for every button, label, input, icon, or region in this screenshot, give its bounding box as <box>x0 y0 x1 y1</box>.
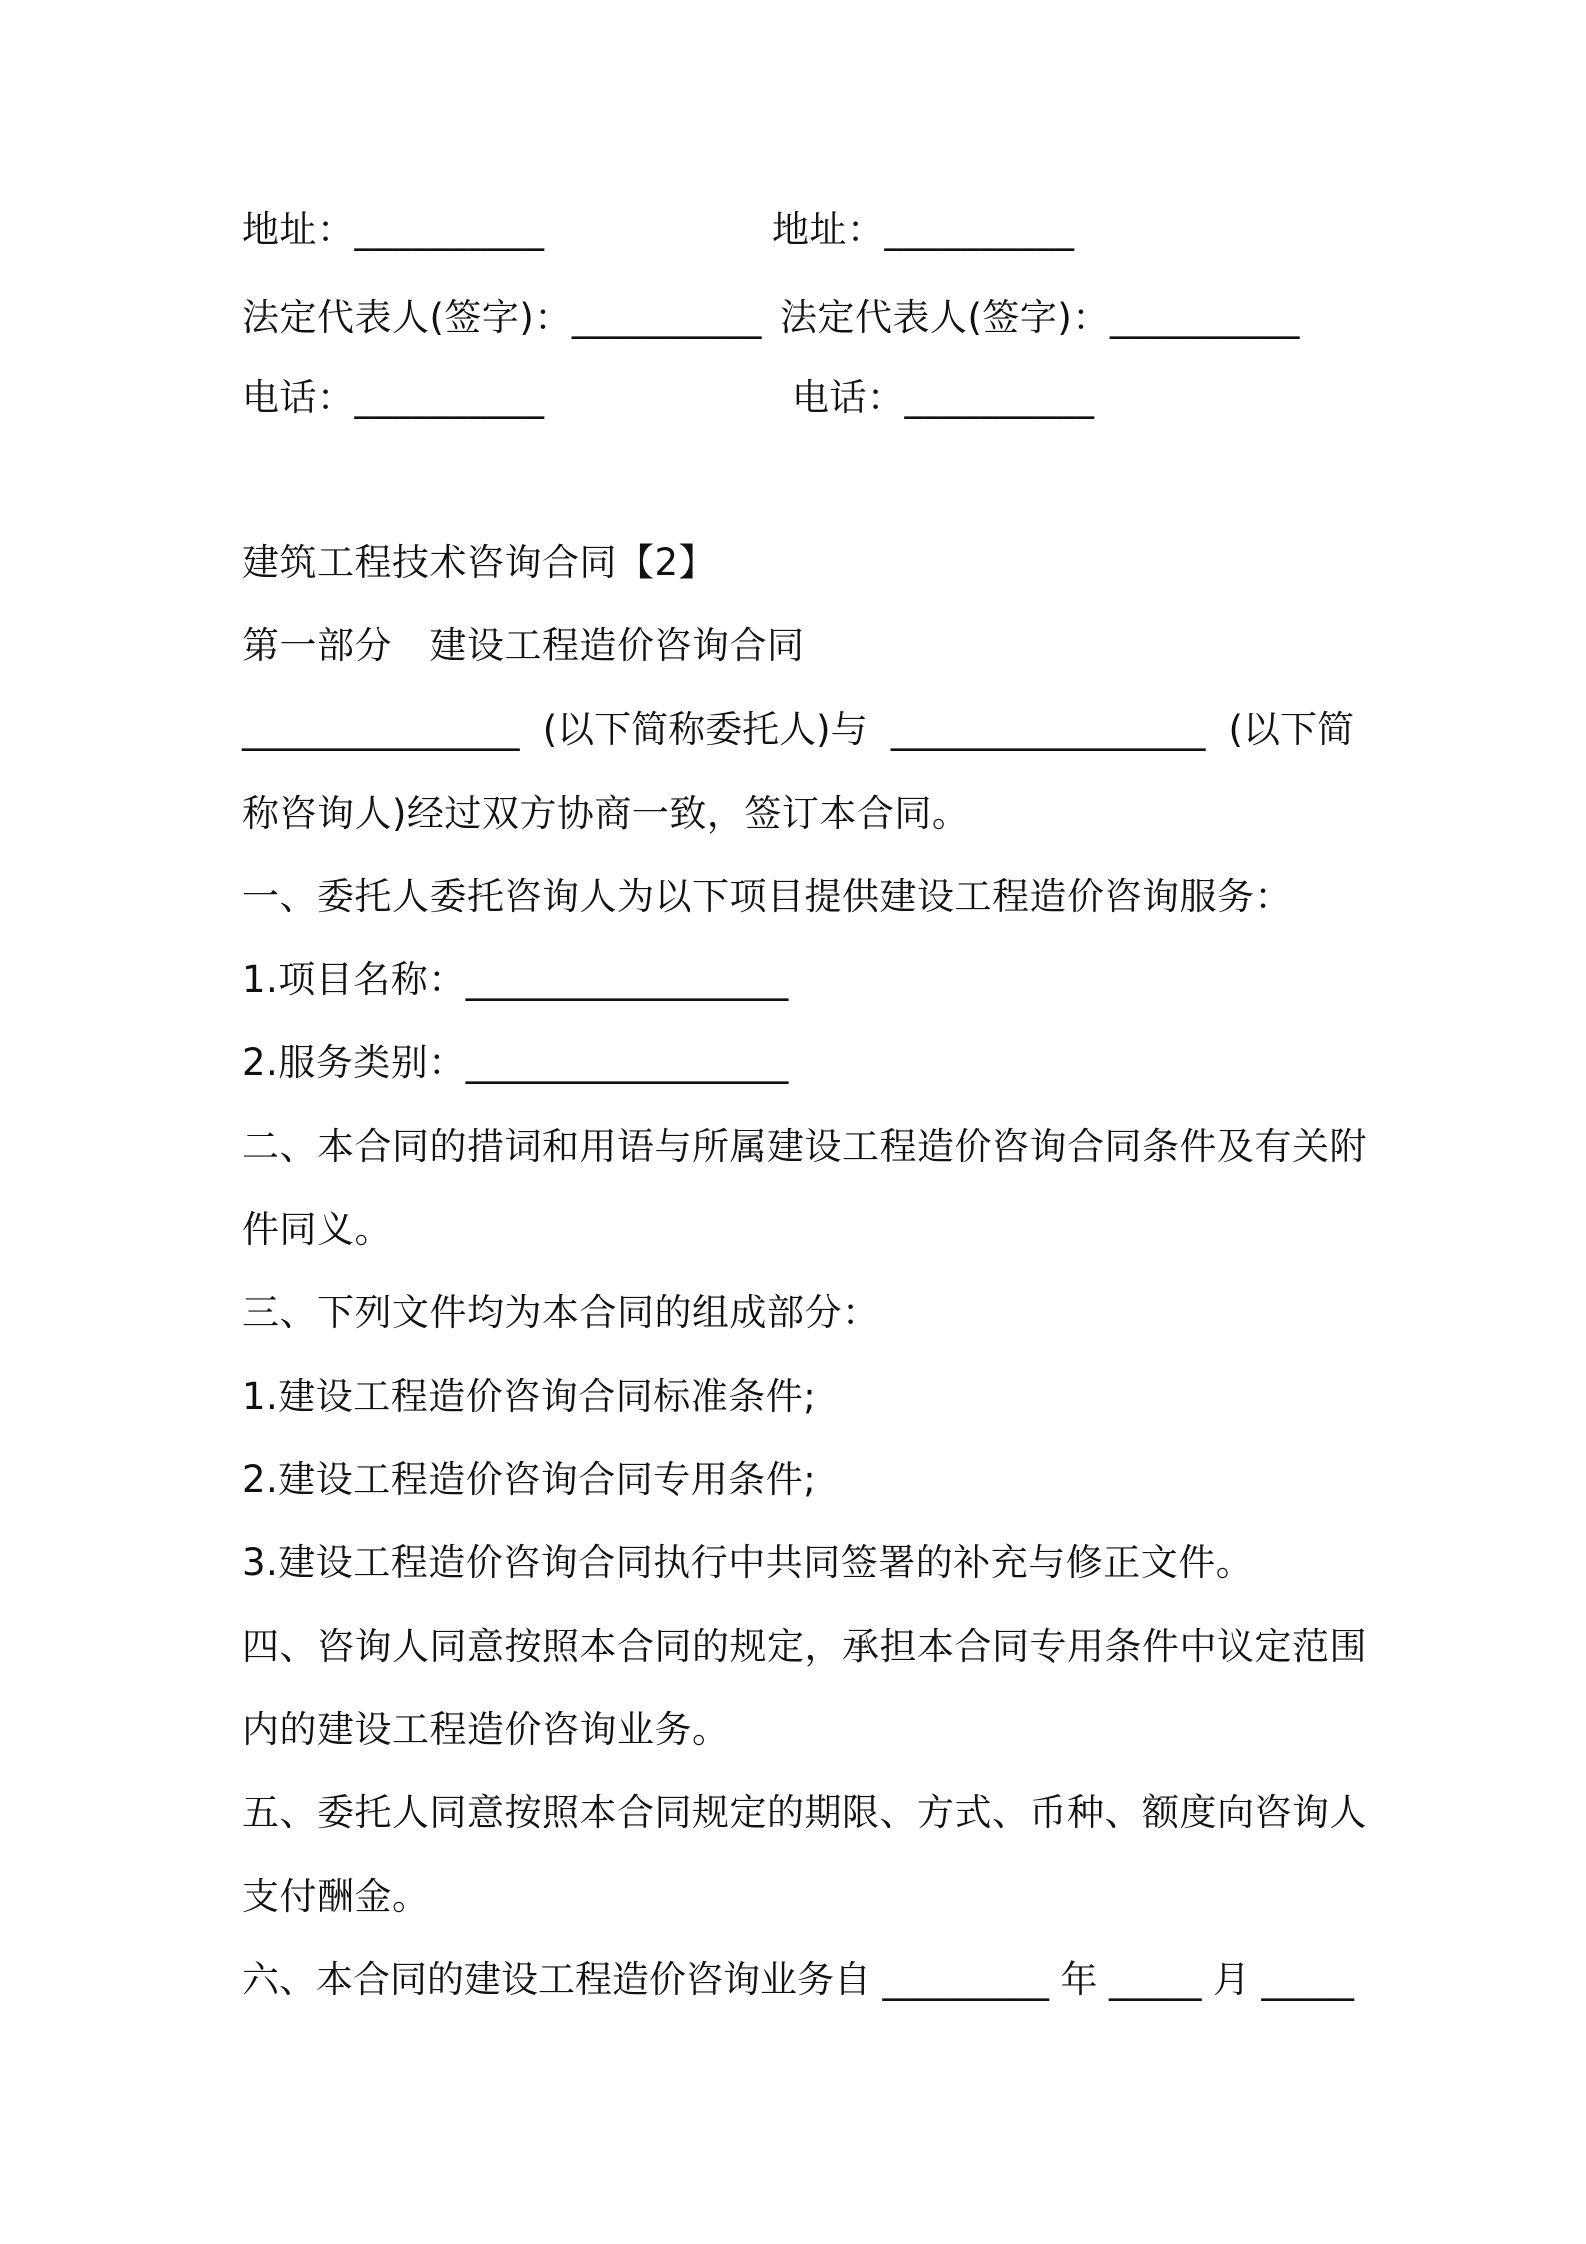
clause-3-item-3: 3.建设工程造价咨询合同执行中共同签署的补充与修正文件。 <box>242 1541 1254 1584</box>
clause-6-month-blank: _____ <box>1109 1958 1202 2001</box>
clause-2-line-1: 二、本合同的措词和用语与所属建设工程造价咨询合同条件及有关附 <box>242 1125 1367 1168</box>
legal-rep-left: 法定代表人(签字)：__________ <box>242 296 762 339</box>
intro-text-consultant: (以下简 <box>1228 708 1354 751</box>
clause-6-year-blank: _________ <box>882 1958 1049 2001</box>
clause-6-year-label: 年 <box>1060 1958 1098 2001</box>
clause-4-line-1: 四、咨询人同意按照本合同的规定，承担本合同专用条件中议定范围 <box>242 1625 1367 1668</box>
clause-5-line-2: 支付酬金。 <box>242 1875 430 1918</box>
clause-2-line-2: 件同义。 <box>242 1208 392 1251</box>
clause-1-item-project-name: 1.项目名称：_________________ <box>242 958 789 1001</box>
consultant-blank: _________________ <box>890 708 1206 751</box>
clause-6-text: 六、本合同的建设工程造价咨询业务自 <box>242 1958 871 2001</box>
clause-6-line-1 <box>242 1955 1354 2005</box>
clause-6-month-label: 月 <box>1213 1958 1250 2001</box>
clause-5-line-1: 五、委托人同意按照本合同规定的期限、方式、币种、额度向咨询人 <box>242 1791 1367 1834</box>
clause-1-heading: 一、委托人委托咨询人为以下项目提供建设工程造价咨询服务： <box>242 875 1292 918</box>
address-left: 地址：__________ <box>242 208 545 251</box>
clause-6-day-blank: _____ <box>1261 1958 1354 2001</box>
clause-3-item-1: 1.建设工程造价咨询合同标准条件; <box>242 1375 817 1418</box>
clause-3-item-2: 2.建设工程造价咨询合同专用条件; <box>242 1458 817 1501</box>
clause-1-item-service-type: 2.服务类别：_________________ <box>242 1041 789 1084</box>
intro-text-principal: (以下简称委托人)与 <box>542 708 868 751</box>
phone-left: 电话：__________ <box>242 376 545 419</box>
clause-3-heading: 三、下列文件均为本合同的组成部分： <box>242 1291 880 1334</box>
intro-line-2: 称咨询人)经过双方协商一致，签订本合同。 <box>242 792 970 835</box>
intro-line-1 <box>242 705 1354 755</box>
phone-right: 电话：__________ <box>792 376 1095 419</box>
part-heading: 第一部分 建设工程造价咨询合同 <box>242 624 805 667</box>
legal-rep-right: 法定代表人(签字)：__________ <box>780 296 1300 339</box>
address-right: 地址：__________ <box>772 208 1075 251</box>
document-title: 建筑工程技术咨询合同【2】 <box>242 541 717 584</box>
clause-4-line-2: 内的建设工程造价咨询业务。 <box>242 1708 730 1751</box>
principal-blank: _______________ <box>242 708 520 751</box>
